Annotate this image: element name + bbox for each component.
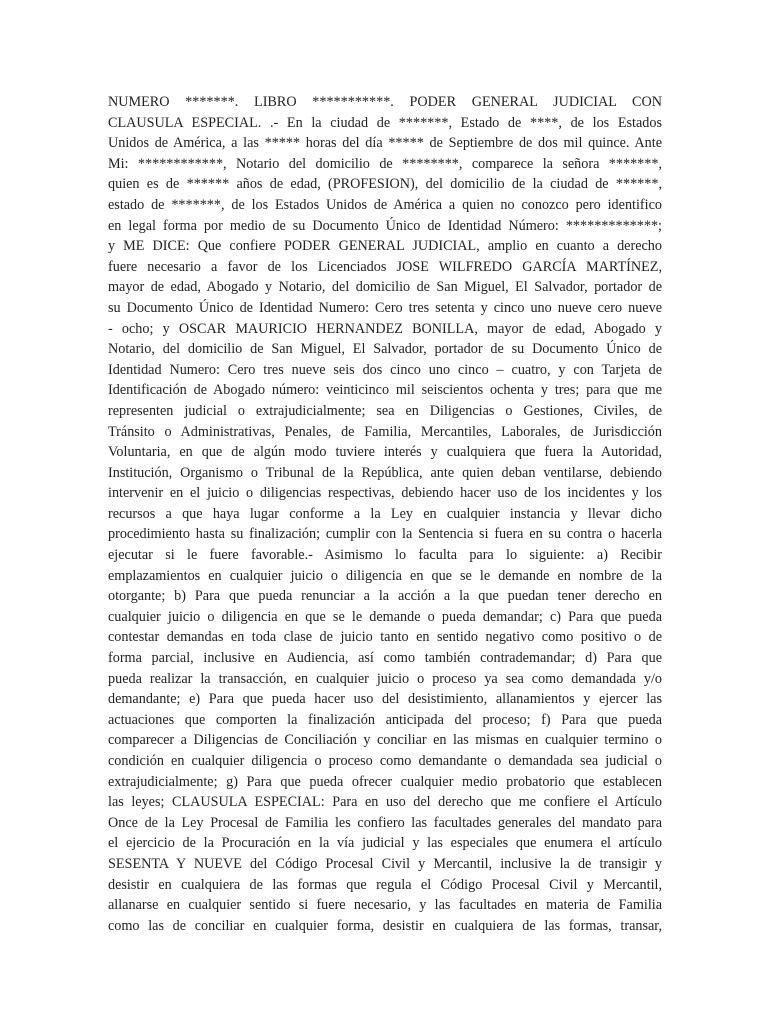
- text-line: Voluntaria, en que de algún modo tuviere interés y cualquiera que fuera la Autoridad,: [108, 444, 662, 461]
- text-line: ejecutar si le fuere favorable.- Asimismo lo faculta para lo siguiente: a) Recibir: [108, 547, 662, 564]
- text-line: estado de *******, de los Estados Unidos de América a quien no conozco pero identifico: [108, 196, 662, 213]
- text-line: Unidos de América, a las ***** horas del día ***** de Septiembre de dos mil quince. Ante: [108, 135, 662, 152]
- text-line: CLAUSULA ESPECIAL. .- En la ciudad de *******, Estado de ****, de los Estados: [108, 114, 662, 131]
- text-line: actuaciones que comporten la finalización anticipada del proceso; f) Para que pueda: [108, 711, 662, 728]
- text-line: desistir en cualquiera de las formas que regula el Código Procesal Civil y Mercantil,: [108, 876, 662, 893]
- text-line: emplazamientos en cualquier juicio o diligencia en que se le demande en nombre de la: [108, 567, 662, 584]
- text-line: Notario, del domicilio de San Miguel, El Salvador, portador de su Documento Único de: [108, 341, 662, 358]
- text-line: procedimiento hasta su finalización; cumplir con la Sentencia si fuera en su contra o hacerla: [108, 526, 662, 543]
- text-line: su Documento Único de Identidad Numero: Cero tres setenta y cinco uno nueve cero nueve: [108, 299, 662, 316]
- text-line: contestar demandas en toda clase de juicio tanto en sentido negativo como positivo o de: [108, 629, 662, 646]
- text-line: - ocho; y OSCAR MAURICIO HERNANDEZ BONILLA, mayor de edad, Abogado y: [108, 320, 662, 337]
- text-line: allanarse en cualquier sentido si fuere necesario, y las facultades en materia de Familia: [108, 897, 662, 914]
- text-line: quien es de ****** años de edad, (PROFESION), del domicilio de la ciudad de ******,: [108, 176, 662, 193]
- document-body: [108, 92, 662, 936]
- text-line: Institución, Organismo o Tribunal de la República, ante quien deban ventilarse, debiendo: [108, 464, 662, 481]
- text-line: Once de la Ley Procesal de Familia les confiero las facultades generales del mandato para: [108, 814, 662, 831]
- text-line: Identidad Numero: Cero tres nueve seis dos cinco uno cinco – cuatro, y con Tarjeta de: [108, 361, 662, 378]
- text-line: SESENTA Y NUEVE del Código Procesal Civil y Mercantil, inclusive la de transigir y: [108, 855, 662, 872]
- text-line: y ME DICE: Que confiere PODER GENERAL JUDICIAL, amplio en cuanto a derecho: [108, 238, 662, 255]
- text-line: en legal forma por medio de su Documento Único de Identidad Número: *************;: [108, 217, 662, 234]
- text-line: Identificación de Abogado número: veinticinco mil seiscientos ochenta y tres; para que me: [108, 382, 662, 399]
- text-line: recursos a que haya lugar conforme a la Ley en cualquier instancia y llevar dicho: [108, 505, 662, 522]
- text-line: mayor de edad, Abogado y Notario, del domicilio de San Miguel, El Salvador, portador de: [108, 279, 662, 296]
- text-line: pueda realizar la transacción, en cualquier juicio o proceso ya sea como demandada y/o: [108, 670, 662, 687]
- text-line: cualquier juicio o diligencia en que se le demande o pueda demandar; c) Para que pueda: [108, 608, 662, 625]
- text-line: el ejercicio de la Procuración en la vía judicial y las especiales que enumera el artículo: [108, 835, 662, 852]
- text-line: forma parcial, inclusive en Audiencia, así como también contrademandar; d) Para que: [108, 650, 662, 667]
- text-line: Tránsito o Administrativas, Penales, de Familia, Mercantiles, Laborales, de Jurisdicción: [108, 423, 662, 440]
- text-line: las leyes; CLAUSULA ESPECIAL: Para en uso del derecho que me confiere el Artículo: [108, 794, 662, 811]
- text-line: intervenir en el juicio o diligencias respectivas, debiendo hacer uso de los incidentes y los: [108, 485, 662, 502]
- text-line: Mi: ************, Notario del domicilio de ********, comparece la señora *******,: [108, 155, 662, 172]
- text-line: extrajudicialmente; g) Para que pueda ofrecer cualquier medio probatorio que establecen: [108, 773, 662, 790]
- text-line: otorgante; b) Para que pueda renunciar a la acción a la que puedan tener derecho en: [108, 588, 662, 605]
- text-line: fuere necesario a favor de los Licenciados JOSE WILFREDO GARCÍA MARTÍNEZ,: [108, 258, 662, 275]
- text-line: demandante; e) Para que pueda hacer uso del desistimiento, allanamientos y ejercer las: [108, 691, 662, 708]
- text-line: NUMERO *******. LIBRO ***********. PODER GENERAL JUDICIAL CON: [108, 94, 662, 110]
- text-line: condición en cualquier diligencia o proceso como demandante o demandada sea judicial o: [108, 753, 662, 769]
- text-line: representen judicial o extrajudicialmente; sea en Diligencias o Gestiones, Civiles, de: [108, 402, 662, 419]
- text-line: como las de conciliar en cualquier forma, desistir en cualquiera de las formas, transar,: [108, 917, 662, 934]
- text-line: comparecer a Diligencias de Conciliación y conciliar en las mismas en cualquier termino o: [108, 732, 662, 749]
